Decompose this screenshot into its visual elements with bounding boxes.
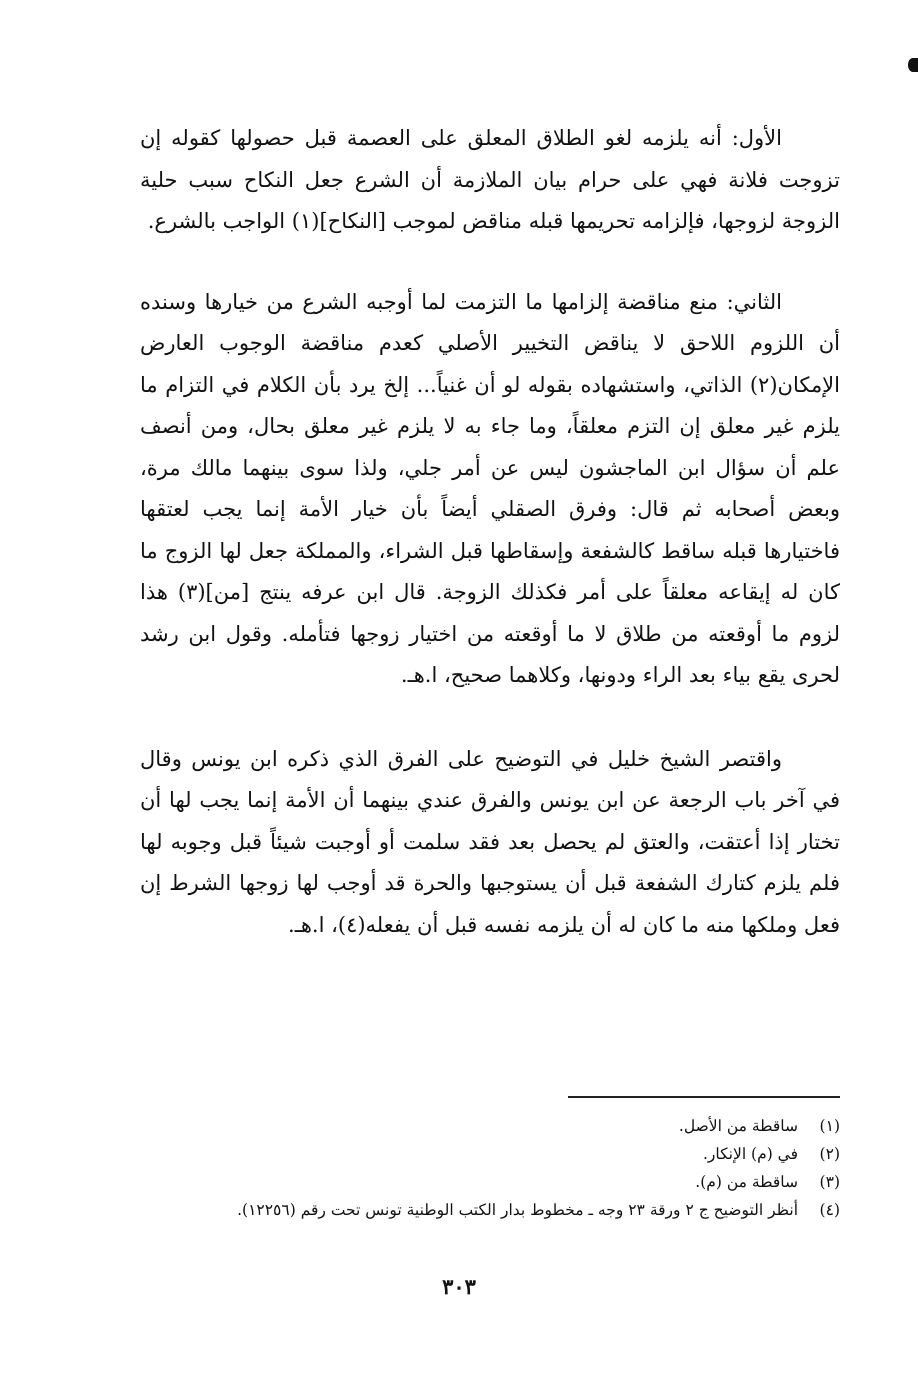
footnotes-section [140, 1096, 840, 1224]
footnote-separator [568, 1096, 840, 1098]
footnote-text: في (م) الإنكار. [702, 1145, 798, 1163]
main-text [140, 118, 840, 946]
footnote-text: أنظر التوضيح ج ٢ ورقة ٢٣ وجه ـ مخطوط بدار الكتب الوطنية تونس تحت رقم (١٢٢٥٦). [237, 1201, 798, 1219]
paragraph-third-text: واقتصر الشيخ خليل في التوضيح على الفرق الذي ذكره ابن يونس وقال في آخر باب الرجعة عن ابن يونس والفرق عندي بينهما أن الأمة إنما يجب لها أن تختار إذا أعتقت، والعتق لم يحصل بعد فقد سلمت أو أوجبت شيئاً قبل وجوبه لها فلم يلزم كتارك الشفعة قبل أن يستوجبها والحرة قد أوجب لها زوجها الشرط إن فعل وملكها منه ما كان له أن يلزمه نفسه قبل أن يفعله(٤)، ا.هـ. [140, 746, 840, 937]
footnote-text: ساقطة من الأصل. [678, 1117, 798, 1135]
page-edge-mark [908, 58, 918, 72]
footnote-number: (٤) [819, 1201, 840, 1219]
footnote-number: (١) [819, 1117, 840, 1135]
footnote-item [140, 1196, 840, 1224]
paragraph-second-text: الثاني: منع مناقضة إلزامها ما التزمت لما أوجبه الشرع من خيارها وسنده أن اللزوم اللاحق لا يناقض التخيير الأصلي كعدم مناقضة الوجوب العارض الإمكان(٢) الذاتي، واستشهاده بقوله لو أن غنياً... إلخ يرد بأن الكلام في التزام ما يلزم غير معلق إن التزم معلقاً، وما جاء به لا يلزم غير معلق بحال، ومن أنصف علم أن سؤال ابن الماجشون ليس عن أمر جلي، ولذا سوى بينهما مالك مرة، وبعض أصحابه ثم قال: وفرق الصقلي أيضاً بأن خيار الأمة إنما يجب لعتقها فاختيارها قبله ساقط كالشفعة وإسقاطها قبل الشراء، والمملكة جعل لها الزوج ما كان له إيقاعه معلقاً على أمر فكذلك الزوجة. قال ابن عرفه ينتج [من](٣) هذا لزوم ما أوقعته من طلاق لا ما أوقعته من اختيار زوجها فتأمله. وقول ابن رشد لحرى يقع بياء بعد الراء ودونها، وكلاهما صحيح، ا.هـ. [140, 289, 840, 687]
footnote-text: ساقطة من (م). [695, 1173, 798, 1191]
page-number: ٣٠٣ [442, 1274, 476, 1299]
footnote-list [140, 1112, 840, 1224]
footnote-number: (٣) [819, 1173, 840, 1191]
footnote-item [140, 1140, 840, 1168]
footnote-number: (٢) [819, 1145, 840, 1163]
paragraph-third [140, 739, 840, 947]
footnote-item [140, 1168, 840, 1196]
footnote-item [140, 1112, 840, 1140]
paragraph-first-text: الأول: أنه يلزمه لغو الطلاق المعلق على العصمة قبل حصولها كقوله إن تزوجت فلانة فهي على حرام بيان الملازمة أن الشرع جعل النكاح سبب حلية الزوجة لزوجها، فإلزامه تحريمها قبله مناقض لموجب [النكاح](١) الواجب بالشرع. [140, 126, 840, 233]
paragraph-first [140, 118, 840, 243]
paragraph-second [140, 282, 840, 697]
